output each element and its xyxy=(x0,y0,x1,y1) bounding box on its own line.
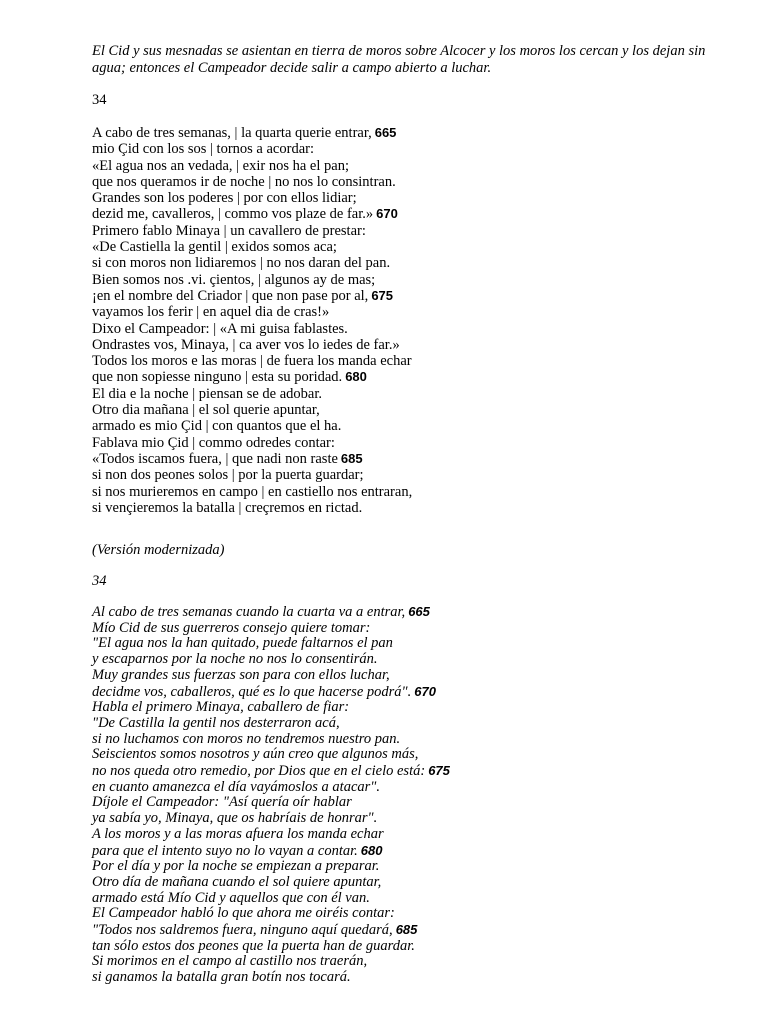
verse-number: 685 xyxy=(340,450,363,466)
verse-line xyxy=(92,970,450,986)
verse-text: si nos murieremos en campo | en castiello nos entraran, xyxy=(92,483,413,500)
verse-text: Todos los moros e las moras | de fuera los manda echar xyxy=(92,353,412,370)
verse-text: si ganamos la batalla gran botín nos tocará. xyxy=(92,969,351,986)
verse-line xyxy=(92,288,412,304)
verse-line xyxy=(92,668,450,684)
verse-number: 670 xyxy=(376,206,398,222)
verse-text: dezid me, cavalleros, | commo vos plaze de far.» xyxy=(92,206,374,223)
verse-line xyxy=(92,239,412,255)
verse-text: si con moros non lidiaremos | no nos daran del pan. xyxy=(92,255,391,272)
verse-text: decidme vos, caballeros, qué es lo que hacerse podrá". xyxy=(92,683,412,700)
verse-text: Habla el primero Minaya, caballero de fiar: xyxy=(92,699,350,716)
verse-text: Muy grandes sus fuerzas son para con ellos luchar, xyxy=(92,666,390,683)
verse-line xyxy=(92,652,450,668)
verse-line xyxy=(92,174,412,190)
verse-line xyxy=(92,272,412,288)
verse-text: Seiscientos somos nosotros y aún creo que algunos más, xyxy=(92,746,419,763)
modern-verses xyxy=(92,604,450,986)
verse-line xyxy=(92,321,412,337)
verse-text: Grandes son los poderes | por con ellos lidiar; xyxy=(92,190,357,207)
verse-text: Bien somos nos .vi. çientos, | algunos ay de mas; xyxy=(92,271,376,288)
verse-line xyxy=(92,369,412,385)
verse-text: ¡en el nombre del Criador | que non pase por al, xyxy=(92,287,369,304)
verse-number: 680 xyxy=(360,842,383,858)
verse-line xyxy=(92,500,412,516)
verse-text: Al cabo de tres semanas cuando la cuarta va a entrar, xyxy=(92,604,406,620)
verse-line xyxy=(92,223,412,239)
verse-line xyxy=(92,732,450,748)
verse-line xyxy=(92,827,450,843)
verse-text: Por el día y por la noche se empiezan a preparar. xyxy=(92,858,380,875)
verse-line xyxy=(92,604,450,621)
verse-text: ya sabía yo, Minaya, que os habríais de honrar". xyxy=(92,810,378,827)
verse-text: para que el intento suyo no lo vayan a contar. xyxy=(92,842,358,859)
modern-section-number: 34 xyxy=(92,573,107,589)
verse-text: El dia e la noche | piensan se de adobar. xyxy=(92,385,322,402)
verse-line xyxy=(92,386,412,402)
verse-line xyxy=(92,636,450,652)
verse-line xyxy=(92,158,412,174)
version-label: (Versión modernizada) xyxy=(92,542,225,558)
verse-line xyxy=(92,875,450,891)
verse-line xyxy=(92,418,412,434)
verse-line xyxy=(92,763,450,780)
verse-line xyxy=(92,843,450,860)
verse-line xyxy=(92,621,450,637)
verse-number: 670 xyxy=(414,683,436,699)
verse-number: 675 xyxy=(371,287,394,303)
verse-text: "De Castilla la gentil nos desterraron acá, xyxy=(92,714,340,731)
verse-text: armado está Mío Cid y aquellos que con él van. xyxy=(92,889,370,906)
verse-line xyxy=(92,891,450,907)
verse-text: "El agua nos la han quitado, puede faltarnos el pan xyxy=(92,635,393,652)
verse-line xyxy=(92,811,450,827)
verse-line xyxy=(92,141,412,157)
verse-text: en cuanto amanezca el día vayámoslos a atacar". xyxy=(92,778,380,795)
verse-number: 680 xyxy=(345,369,367,385)
verse-line xyxy=(92,795,450,811)
verse-line xyxy=(92,484,412,500)
verse-line xyxy=(92,402,412,418)
verse-text: Ondrastes vos, Minaya, | ca aver vos lo iedes de far.» xyxy=(92,336,400,353)
verse-text: Si morimos en el campo al castillo nos traerán, xyxy=(92,953,368,970)
verse-text: Otro dia mañana | el sol querie apuntar, xyxy=(92,402,320,419)
verse-line xyxy=(92,906,450,922)
verse-text: y escaparnos por la noche no nos lo consentirán. xyxy=(92,651,378,668)
verse-line xyxy=(92,922,450,939)
original-verses xyxy=(92,125,412,516)
verse-text: A los moros y a las moras afuera los manda echar xyxy=(92,825,384,842)
verse-text: que non sopiesse ninguno | esta su poridad. xyxy=(92,369,343,386)
verse-number: 685 xyxy=(395,922,418,938)
verse-text: Mío Cid de sus guerreros consejo quiere tomar: xyxy=(92,619,371,636)
verse-line xyxy=(92,353,412,369)
verse-line xyxy=(92,700,450,716)
verse-line xyxy=(92,939,450,955)
verse-number: 665 xyxy=(374,125,397,140)
verse-text: A cabo de tres semanas, | la quarta querie entrar, xyxy=(92,125,372,141)
verse-text: Díjole el Campeador: "Así quería oír hablar xyxy=(92,794,352,811)
verse-text: Fablava mio Çid | commo odredes contar: xyxy=(92,434,335,451)
verse-text: no nos queda otro remedio, por Dios que en el cielo está: xyxy=(92,763,426,780)
verse-text: "Todos nos saldremos fuera, ninguno aquí quedará, xyxy=(92,922,393,939)
verse-line xyxy=(92,304,412,320)
verse-line xyxy=(92,435,412,451)
verse-text: vayamos los ferir | en aquel dia de cras!» xyxy=(92,304,330,321)
verse-line xyxy=(92,747,450,763)
section-number: 34 xyxy=(92,92,107,108)
verse-text: armado es mio Çid | con quantos que el ha. xyxy=(92,418,342,435)
verse-text: mio Çid con los sos | tornos a acordar: xyxy=(92,141,314,158)
verse-text: «El agua nos an vedada, | exir nos ha el pan; xyxy=(92,157,349,174)
verse-line xyxy=(92,206,412,222)
verse-text: «Todos iscamos fuera, | que nadi non raste xyxy=(92,450,338,467)
verse-line xyxy=(92,716,450,732)
verse-text: «De Castiella la gentil | exidos somos aca; xyxy=(92,239,337,256)
verse-text: Dixo el Campeador: | «A mi guisa fablastes. xyxy=(92,320,348,337)
verse-text: si no luchamos con moros no tendremos nuestro pan. xyxy=(92,730,401,747)
verse-number: 665 xyxy=(408,604,430,619)
verse-line xyxy=(92,684,450,701)
verse-line xyxy=(92,451,412,467)
verse-number: 675 xyxy=(428,763,450,779)
verse-text: Primero fablo Minaya | un cavallero de prestar: xyxy=(92,222,366,239)
verse-line xyxy=(92,125,412,141)
verse-line xyxy=(92,255,412,271)
verse-line xyxy=(92,467,412,483)
verse-text: que nos queramos ir de noche | no nos lo consintran. xyxy=(92,173,396,190)
verse-text: si non dos peones solos | por la puerta guardar; xyxy=(92,467,364,484)
verse-text: El Campeador habló lo que ahora me oiréis contar: xyxy=(92,905,395,922)
verse-line xyxy=(92,859,450,875)
verse-text: si vençieremos la batalla | creçremos en rictad. xyxy=(92,499,363,516)
verse-line xyxy=(92,190,412,206)
verse-line xyxy=(92,337,412,353)
verse-line xyxy=(92,954,450,970)
verse-text: tan sólo estos dos peones que la puerta han de guardar. xyxy=(92,937,415,954)
verse-line xyxy=(92,780,450,796)
verse-text: Otro día de mañana cuando el sol quiere apuntar, xyxy=(92,873,382,890)
intro-paragraph: El Cid y sus mesnadas se asientan en tierra de moros sobre Alcocer y los moros los cercan y los dejan sin agua; entonces el Campeador decide salir a campo abierto a luchar. xyxy=(92,43,706,76)
